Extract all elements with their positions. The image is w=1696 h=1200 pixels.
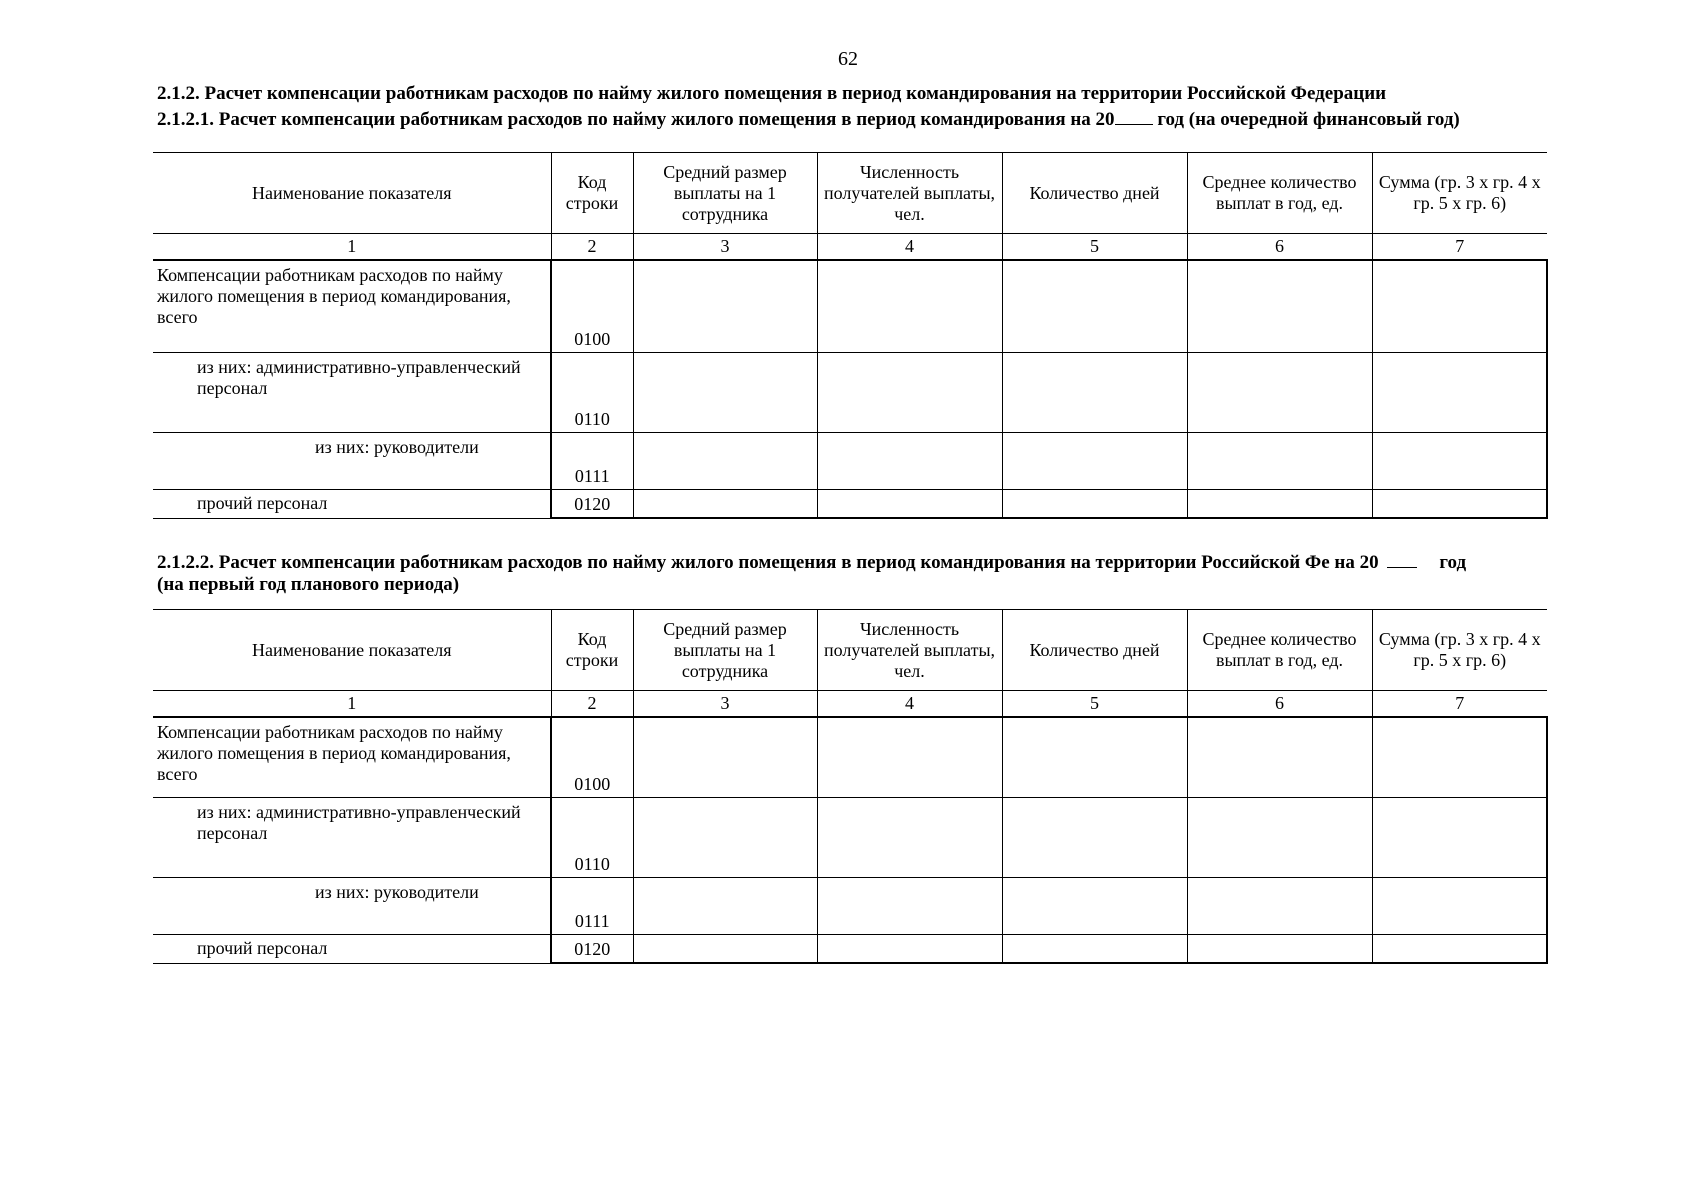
value-cell[interactable] [1372,877,1547,934]
value-cell[interactable] [1187,797,1372,877]
value-cell[interactable] [1002,260,1187,352]
table-row [153,934,1547,963]
table-row [153,717,1547,797]
col-header-recipients: Численность получателей выплаты, чел. [817,153,1002,234]
table-row [153,877,1547,934]
col-header-name: Наименование показателя [153,610,551,691]
year-blank [1387,551,1417,568]
col-number: 2 [551,234,633,261]
col-header-avg-payment: Средний размер выплаты на 1 сотрудника [633,153,817,234]
value-cell[interactable] [817,877,1002,934]
col-number: 4 [817,234,1002,261]
value-cell[interactable] [817,432,1002,489]
col-number: 1 [153,234,551,261]
row-code: 0120 [551,489,633,518]
col-header-avg-payment: Средний размер выплаты на 1 сотрудника [633,610,817,691]
row-code: 0111 [551,877,633,934]
value-cell[interactable] [633,717,817,797]
section2-title-suffix: год [1439,552,1467,573]
row-name: из них: руководители [153,877,551,934]
section2-title-text: 2.1.2.2. Расчет компенсации работникам расходов по найму жилого помещения в период командирования на территории Российской Фе на 20 [157,552,1379,573]
value-cell[interactable] [1187,877,1372,934]
value-cell[interactable] [633,432,817,489]
col-number: 6 [1187,234,1372,261]
table-row [153,489,1547,518]
section-heading: 2.1.2. Расчет компенсации работникам расходов по найму жилого помещения в период командирования на территории Российской Федерации [157,83,1387,104]
table-section1 [153,152,1548,519]
table-row [153,352,1547,432]
value-cell[interactable] [1187,489,1372,518]
col-header-payments-per-year: Среднее количество выплат в год, ед. [1187,610,1372,691]
value-cell[interactable] [817,797,1002,877]
row-name: прочий персонал [153,934,551,963]
value-cell[interactable] [633,797,817,877]
section2-subtitle: (на первый год планового периода) [157,574,460,595]
row-code: 0120 [551,934,633,963]
value-cell[interactable] [1187,717,1372,797]
col-header-sum: Сумма (гр. 3 х гр. 4 х гр. 5 х гр. 6) [1372,610,1547,691]
col-number: 6 [1187,691,1372,718]
value-cell[interactable] [1187,432,1372,489]
value-cell[interactable] [1372,489,1547,518]
value-cell[interactable] [1372,432,1547,489]
col-number: 3 [633,691,817,718]
table-row [153,260,1547,352]
col-number: 7 [1372,691,1547,718]
value-cell[interactable] [1002,877,1187,934]
col-header-payments-per-year: Среднее количество выплат в год, ед. [1187,153,1372,234]
table-row [153,432,1547,489]
row-code: 0110 [551,352,633,432]
value-cell[interactable] [1187,352,1372,432]
col-number: 5 [1002,691,1187,718]
table-row [153,797,1547,877]
value-cell[interactable] [1002,797,1187,877]
value-cell[interactable] [817,934,1002,963]
value-cell[interactable] [817,717,1002,797]
section2-title [157,551,1466,574]
row-name: из них: административно-управленческий персонал [153,352,551,432]
col-header-days: Количество дней [1002,610,1187,691]
value-cell[interactable] [1372,717,1547,797]
value-cell[interactable] [817,260,1002,352]
section1-title-suffix: год (на очередной финансовый год) [1157,109,1460,130]
row-name: Компенсации работникам расходов по найму жилого помещения в период командирования, всего [153,260,551,352]
section1-title [157,108,1460,131]
col-number: 1 [153,691,551,718]
row-code: 0111 [551,432,633,489]
row-name: прочий персонал [153,489,551,518]
col-number: 2 [551,691,633,718]
row-code: 0110 [551,797,633,877]
value-cell[interactable] [633,260,817,352]
value-cell[interactable] [817,352,1002,432]
value-cell[interactable] [1372,260,1547,352]
col-header-recipients: Численность получателей выплаты, чел. [817,610,1002,691]
row-name: из них: руководители [153,432,551,489]
value-cell[interactable] [817,489,1002,518]
value-cell[interactable] [1372,352,1547,432]
col-header-code: Код строки [551,610,633,691]
value-cell[interactable] [1002,717,1187,797]
value-cell[interactable] [1002,934,1187,963]
value-cell[interactable] [633,877,817,934]
value-cell[interactable] [1002,352,1187,432]
year-blank [1115,108,1153,125]
col-header-name: Наименование показателя [153,153,551,234]
value-cell[interactable] [1372,934,1547,963]
row-code: 0100 [551,717,633,797]
value-cell[interactable] [1002,432,1187,489]
col-number: 4 [817,691,1002,718]
col-number: 7 [1372,234,1547,261]
col-number: 5 [1002,234,1187,261]
value-cell[interactable] [1372,797,1547,877]
col-number: 3 [633,234,817,261]
value-cell[interactable] [633,934,817,963]
col-header-code: Код строки [551,153,633,234]
page-number: 62 [838,48,858,70]
row-name: Компенсации работникам расходов по найму жилого помещения в период командирования, всего [153,717,551,797]
col-header-sum: Сумма (гр. 3 х гр. 4 х гр. 5 х гр. 6) [1372,153,1547,234]
value-cell[interactable] [633,489,817,518]
value-cell[interactable] [633,352,817,432]
value-cell[interactable] [1187,260,1372,352]
value-cell[interactable] [1187,934,1372,963]
section1-title-text: 2.1.2.1. Расчет компенсации работникам расходов по найму жилого помещения в период командирования на 20 [157,109,1115,130]
table-section2 [153,609,1548,964]
value-cell[interactable] [1002,489,1187,518]
col-header-days: Количество дней [1002,153,1187,234]
row-name: из них: административно-управленческий персонал [153,797,551,877]
row-code: 0100 [551,260,633,352]
